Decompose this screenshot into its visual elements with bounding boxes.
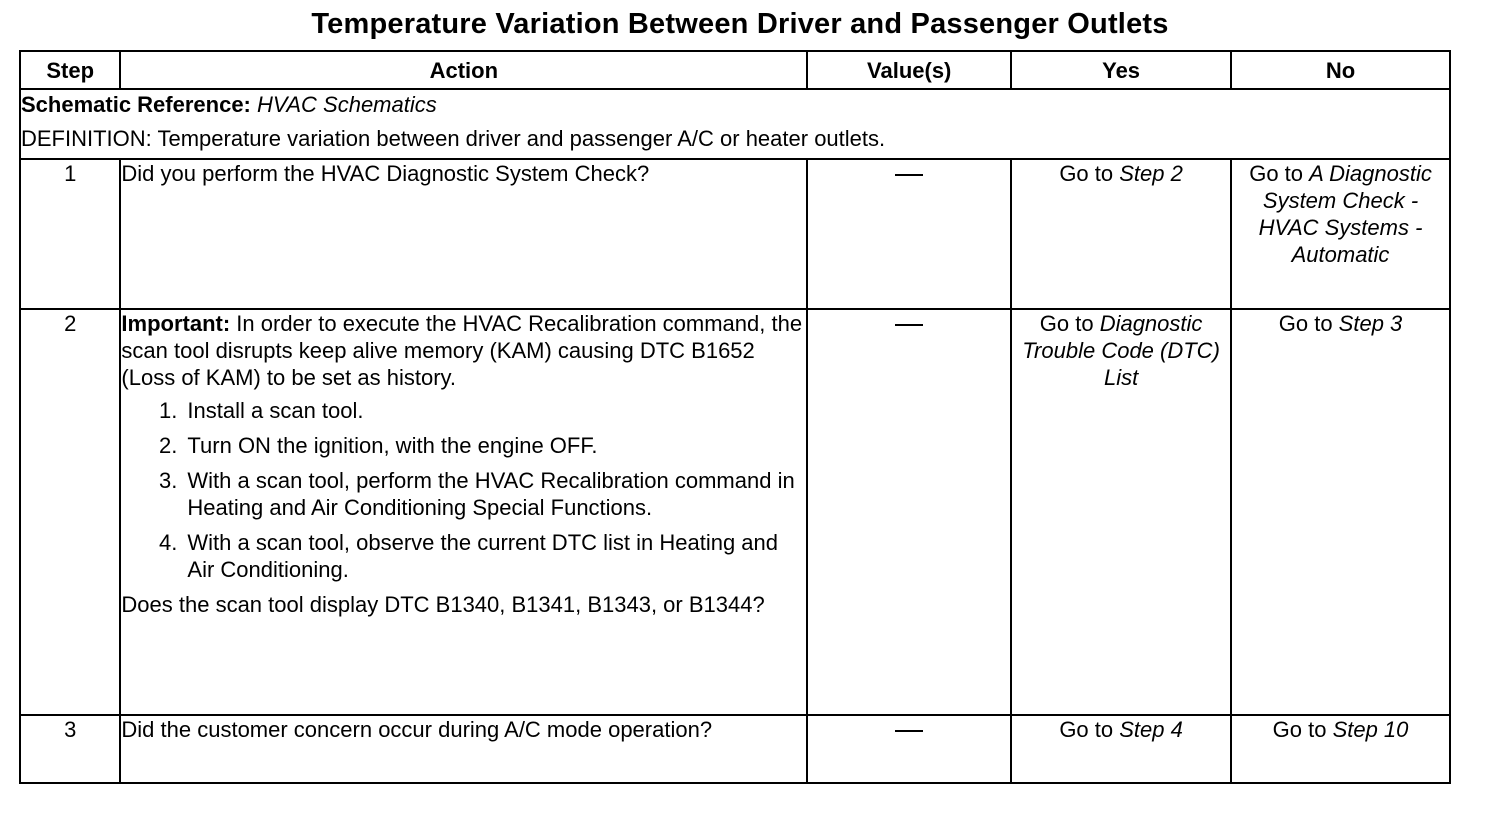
value-cell — [807, 715, 1011, 783]
no-link[interactable]: Step 3 — [1338, 311, 1403, 336]
substep-number: 4. — [159, 530, 178, 555]
yes-cell — [1011, 159, 1231, 309]
page-title: Temperature Variation Between Driver and Passenger Outlets — [311, 8, 1169, 40]
no-link[interactable]: A Diagnostic System Check - HVAC Systems - Automatic — [1258, 161, 1432, 267]
yes-cell — [1011, 715, 1231, 783]
yes-prefix: Go to — [1039, 311, 1100, 336]
substep-text: With a scan tool, perform the HVAC Recalibration command in Heating and Air Conditioning Special Functions. — [187, 468, 795, 520]
schematic-reference — [21, 90, 1449, 124]
header-row — [20, 51, 1450, 89]
header-step: Step — [20, 51, 120, 89]
substep-text: Install a scan tool. — [187, 398, 364, 423]
substep-text: With a scan tool, observe the current DTC list in Heating and Air Conditioning. — [187, 530, 779, 582]
yes-prefix: Go to — [1059, 161, 1120, 186]
header-action: Action — [120, 51, 807, 89]
no-cell — [1231, 715, 1450, 783]
yes-link[interactable]: Step 2 — [1119, 161, 1183, 186]
definition-text: DEFINITION: Temperature variation between driver and passenger A/C or heater outlets. — [21, 126, 886, 151]
value-cell — [807, 309, 1011, 715]
no-prefix: Go to — [1278, 311, 1339, 336]
value-dash — [895, 174, 923, 176]
step-number: 2 — [20, 309, 120, 715]
important-note — [121, 310, 806, 391]
action-cell — [120, 309, 807, 715]
table-row — [20, 715, 1450, 783]
substep-text: Turn ON the ignition, with the engine OFF. — [187, 433, 598, 458]
schematic-reference-link[interactable]: HVAC Schematics — [257, 92, 437, 117]
list-item — [121, 467, 806, 521]
list-item — [121, 529, 806, 583]
table-row — [20, 159, 1450, 309]
yes-link[interactable]: Step 4 — [1119, 717, 1183, 742]
no-link[interactable]: Step 10 — [1332, 717, 1409, 742]
reference-row — [20, 89, 1450, 159]
table-row — [20, 309, 1450, 715]
important-text: In order to execute the HVAC Recalibration command, the scan tool disrupts keep alive memory (KAM) causing DTC B1652 (Loss of KAM) to be set as history. — [121, 311, 803, 390]
step-number: 3 — [20, 715, 120, 783]
value-cell — [807, 159, 1011, 309]
action-text: Did you perform the HVAC Diagnostic System Check? — [120, 159, 807, 309]
yes-prefix: Go to — [1059, 717, 1120, 742]
important-label: Important: — [121, 311, 231, 336]
yes-cell — [1011, 309, 1231, 715]
list-item — [121, 432, 806, 459]
no-cell — [1231, 309, 1450, 715]
header-yes: Yes — [1011, 51, 1231, 89]
diagnostic-table — [19, 50, 1451, 784]
substep-number: 3. — [159, 468, 178, 493]
reference-cell — [20, 89, 1450, 159]
substep-list — [121, 397, 806, 583]
list-item — [121, 397, 806, 424]
substep-number: 1. — [159, 398, 178, 423]
no-prefix: Go to — [1249, 161, 1310, 186]
substep-number: 2. — [159, 433, 178, 458]
schematic-reference-label: Schematic Reference: — [21, 92, 251, 117]
no-cell — [1231, 159, 1450, 309]
value-dash — [895, 730, 923, 732]
question-text: Does the scan tool display DTC B1340, B1341, B1343, or B1344? — [121, 592, 765, 617]
header-value: Value(s) — [807, 51, 1011, 89]
value-dash — [895, 324, 923, 326]
yes-link[interactable]: Diagnostic Trouble Code (DTC) List — [1022, 311, 1220, 390]
no-prefix: Go to — [1272, 717, 1333, 742]
header-no: No — [1231, 51, 1450, 89]
action-text: Did the customer concern occur during A/C mode operation? — [120, 715, 807, 783]
step-number: 1 — [20, 159, 120, 309]
